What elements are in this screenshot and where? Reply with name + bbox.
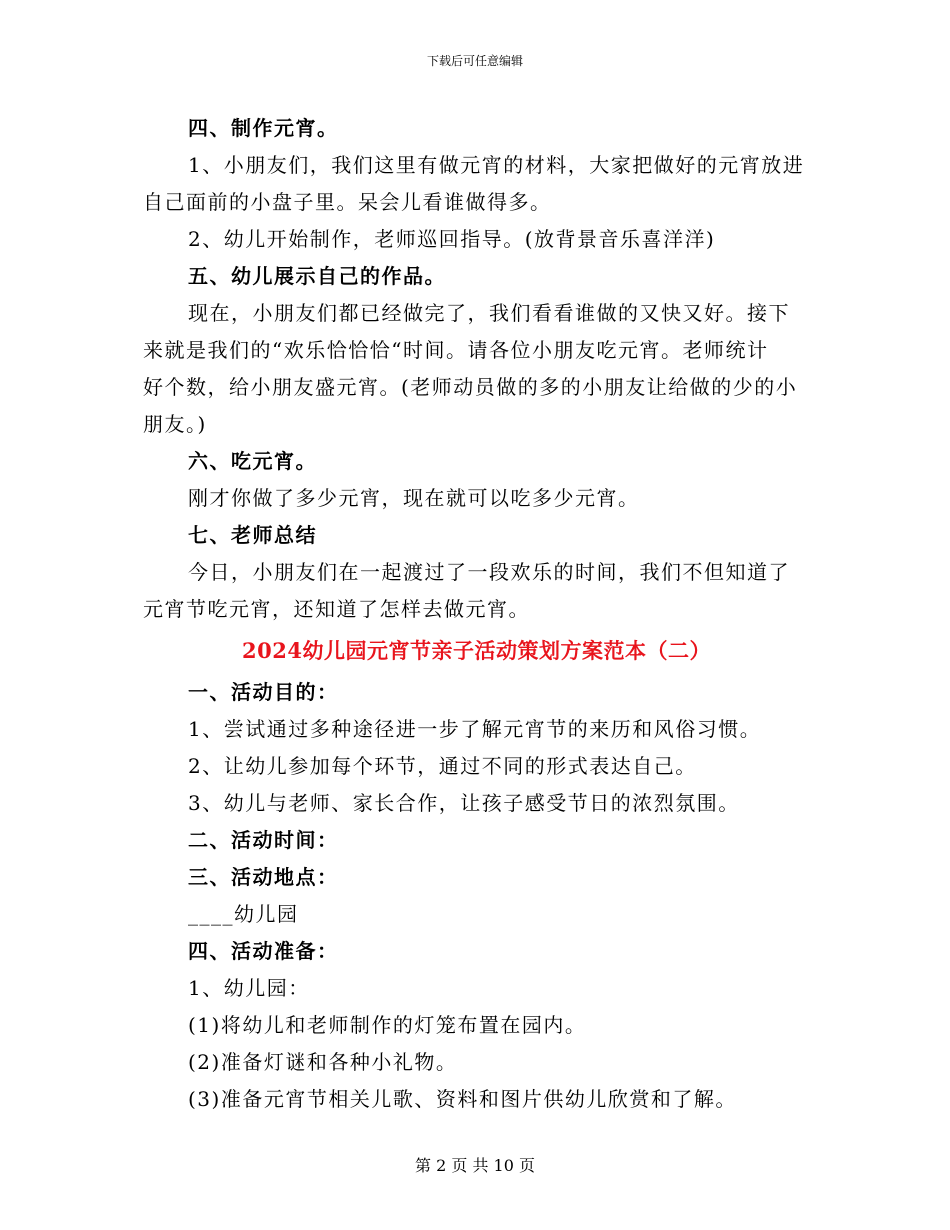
body-text-line: 元宵节吃元宵，还知道了怎样去做元宵。 bbox=[143, 597, 530, 621]
body-text-line: 1、尝试通过多种途径进一步了解元宵节的来历和风俗习惯。 bbox=[188, 717, 762, 741]
body-text-line: 好个数，给小朋友盛元宵。(老师动员做的多的小朋友让给做的少的小 bbox=[143, 375, 798, 399]
section-heading: 七、老师总结 bbox=[188, 523, 317, 547]
body-text-line: (2)准备灯谜和各种小礼物。 bbox=[188, 1050, 458, 1074]
body-text-line: 自己面前的小盘子里。呆会儿看谁做得多。 bbox=[143, 190, 552, 214]
section-heading: 六、吃元宵。 bbox=[188, 449, 317, 473]
body-text-line: 来就是我们的“欢乐恰恰恰“时间。请各位小朋友吃元宵。老师统计 bbox=[143, 338, 769, 362]
section-heading: 四、活动准备： bbox=[188, 939, 339, 963]
section-heading: 五、幼儿展示自己的作品。 bbox=[188, 264, 446, 288]
section-heading: 一、活动目的： bbox=[188, 680, 339, 704]
body-text-line: 1、小朋友们，我们这里有做元宵的材料，大家把做好的元宵放进 bbox=[188, 153, 805, 177]
page-footer: 第 2 页 共 10 页 bbox=[415, 1156, 535, 1175]
section-title: 2024幼儿园元宵节亲子活动策划方案范本（二） bbox=[242, 638, 711, 663]
body-text-line: 2、幼儿开始制作，老师巡回指导。(放背景音乐喜洋洋) bbox=[188, 227, 716, 251]
body-text-line: 朋友。) bbox=[143, 412, 207, 436]
section-heading: 四、制作元宵。 bbox=[188, 116, 339, 140]
body-text-line: 3、幼儿与老师、家长合作，让孩子感受节日的浓烈氛围。 bbox=[188, 791, 740, 815]
body-text-line: (3)准备元宵节相关儿歌、资料和图片供幼儿欣赏和了解。 bbox=[188, 1087, 737, 1111]
body-text-line: (1)将幼儿和老师制作的灯笼布置在园内。 bbox=[188, 1013, 587, 1037]
body-text-line: 现在，小朋友们都已经做完了，我们看看谁做的又快又好。接下 bbox=[188, 301, 790, 325]
body-text-line: 2、让幼儿参加每个环节，通过不同的形式表达自己。 bbox=[188, 754, 697, 778]
body-text-line: ____幼儿园 bbox=[188, 902, 299, 926]
body-text-line: 刚才你做了多少元宵，现在就可以吃多少元宵。 bbox=[188, 486, 640, 510]
body-text-line: 今日，小朋友们在一起渡过了一段欢乐的时间，我们不但知道了 bbox=[188, 560, 790, 584]
body-text-line: 1、幼儿园： bbox=[188, 976, 310, 1000]
section-heading: 二、活动时间： bbox=[188, 828, 339, 852]
section-heading: 三、活动地点： bbox=[188, 865, 339, 889]
page-header: 下载后可任意编辑 bbox=[426, 54, 523, 68]
document-body bbox=[143, 110, 810, 1118]
